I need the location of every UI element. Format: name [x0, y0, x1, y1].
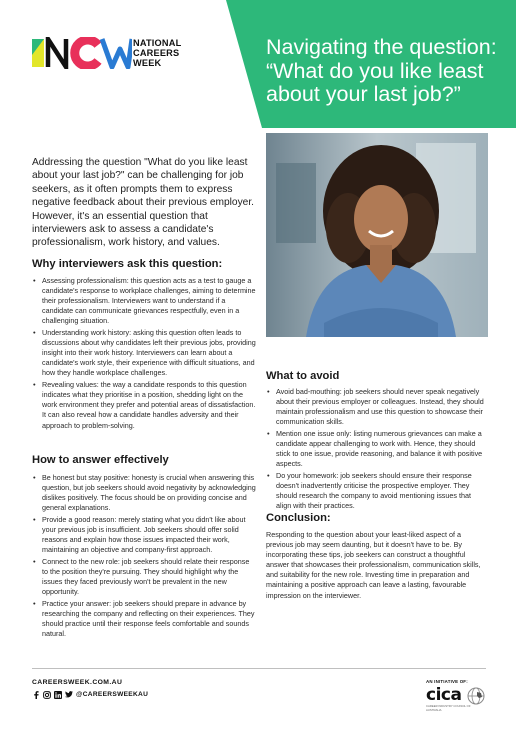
footer-website-link[interactable]: CAREERSWEEK.COM.AU: [32, 679, 123, 686]
footer-divider: [32, 668, 486, 669]
ncw-logo: [32, 37, 132, 69]
twitter-icon[interactable]: [65, 691, 73, 699]
cica-globe-icon: [466, 686, 486, 706]
facebook-icon[interactable]: [32, 691, 40, 699]
list-item: • Assessing professionalism: this question acts as a test to gauge a candidate's response to workplace challenges, aiming to determine their professionalism. Interviewers want to understand if a candidate can communicate grievances respectfully, even in a challenging situation.: [32, 276, 256, 326]
conclusion-section: [266, 512, 488, 601]
conclusion-body: Responding to the question about your least-liked aspect of a previous job may seem daunting, but it doesn't have to be. By incorporating these tips, job seekers can construct a thoughtful answer that showcases their professionalism, communication skills, and suitability for the new role. Investing time in preparation and maintaining a positive approach can leave a lasting, favourable impression on the interviewer.: [266, 530, 481, 600]
avoid-list: [266, 387, 488, 511]
avoid-heading: What to avoid: [266, 370, 340, 382]
conclusion-heading: Conclusion:: [266, 512, 331, 524]
cica-tagline: CAREER INDUSTRY COUNCIL OF AUSTRALIA: [426, 704, 471, 712]
instagram-icon[interactable]: [43, 691, 51, 699]
how-list: [32, 473, 256, 639]
why-section: [32, 258, 256, 432]
cica-logo: cica: [426, 685, 462, 705]
footer-social: [32, 690, 148, 699]
list-item: • Understanding work history: asking this question often leads to discussions about why candidates left their previous jobs, providing insight into their work history. Interviewers can learn about a candidate's work style, their experience with difficult situations, and how they handle workplace challenges.: [32, 328, 256, 378]
how-section: [32, 454, 256, 641]
why-heading: Why interviewers ask this question:: [32, 258, 223, 270]
woman-smiling-photo: [266, 133, 488, 337]
list-item: • Connect to the new role: job seekers should relate their response to the position they're pursuing. They should highlight why the issues they faced previously won't be prevalent in the new opportunity.: [32, 557, 256, 597]
social-handle[interactable]: @CAREERSWEEKAU: [76, 691, 149, 698]
intro-paragraph: Addressing the question "What do you like least about your last job?" can be challenging for job seekers, as it often prompts them to express negative feedback about their previous employer. However, it's an essential question that interviewers ask to assess a candidate's professionalism, work history, and values.: [32, 157, 255, 249]
brand-name: NATIONAL CAREERS WEEK: [133, 38, 182, 68]
avoid-section: [266, 370, 488, 513]
list-item: • Provide a good reason: merely stating what you didn't like about your previous job is insufficient. Job seekers should offer solid reasons and explain how those issues impacted their work, maintaining an objective and company-first approach.: [32, 515, 256, 555]
why-list: [32, 276, 256, 431]
initiative-label: AN INITIATIVE OF:: [426, 679, 468, 684]
how-heading: How to answer effectively: [32, 454, 169, 466]
list-item: • Do your homework: job seekers should ensure their response doesn't inadvertently criticise the prospective employer. They should research the company to avoid mentioning issues that align with their practices.: [266, 471, 488, 511]
page-title: Navigating the question: “What do you like least about your last job?”: [266, 35, 497, 106]
list-item: • Be honest but stay positive: honesty is crucial when answering this question, but job seekers should avoid negativity by acknowledging dislikes positively. The focus should be on providing concise and general explanations.: [32, 473, 256, 513]
linkedin-icon[interactable]: [54, 691, 62, 699]
list-item: • Practice your answer: job seekers should prepare in advance by researching the company and reflecting on their experiences. They should practice until their response feels comfortable and sounds natural.: [32, 599, 256, 639]
list-item: • Revealing values: the way a candidate responds to this question indicates what they prioritise in a position, shedding light on the work environment they prefer and potential areas of dissatisfaction. It can also reveal how a candidate handles adversity and their approach to problem-solving.: [32, 380, 256, 430]
list-item: • Avoid bad-mouthing: job seekers should never speak negatively about their previous employer or colleagues. Instead, they should maintain professionalism and use this question to showcase their communication skills.: [266, 387, 488, 427]
list-item: • Mention one issue only: listing numerous grievances can make a candidate appear challenging to work with. Hence, they should stick to one issue, provide reasoning, and balance it with positive aspects.: [266, 429, 488, 469]
